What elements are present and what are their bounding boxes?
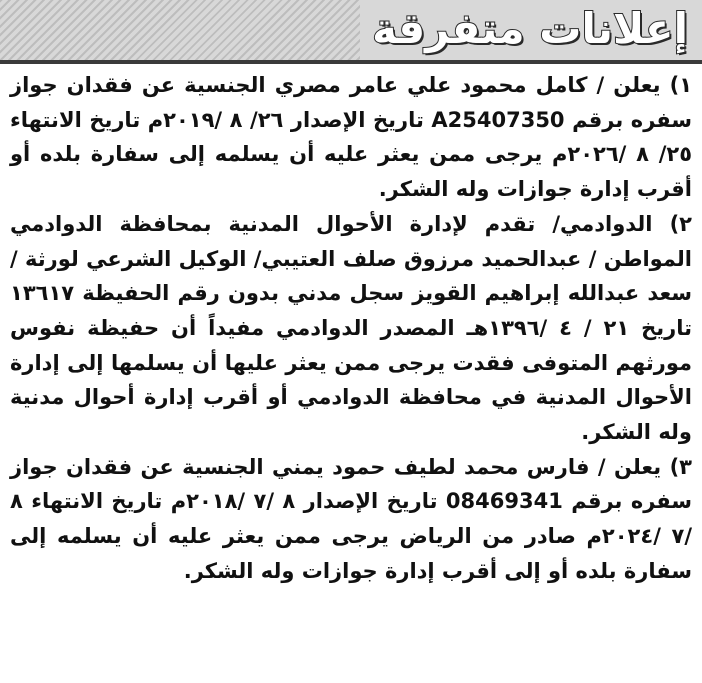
- header-stripe-pattern: [0, 0, 360, 60]
- ad-number: ٢): [669, 211, 692, 236]
- ad-number: ١): [669, 73, 693, 97]
- ad-item-1: [10, 68, 692, 207]
- ad-item-2: [10, 207, 692, 450]
- ads-list: [10, 68, 692, 679]
- ad-item-3: [10, 450, 692, 589]
- ad-text: الدوادمي/ تقدم لإدارة الأحوال المدنية بمحافظة الدوادمي المواطن / عبدالحميد مرزوق صلف العتيبي/ الوكيل الشرعي لورثة / سعد عبدالله إبراهيم القويز سجل مدني بدون رقم الحفيظة ١٣٦١٧ تاريخ ٢١ / ٤ /١٣٩٦هـ المصدر الدوادمي مفيداً أن حفيظة نفوس مورثهم المتوفى فقدت يرجى ممن يعثر عليها أن يسلمها إلى إدارة الأحوال المدنية في محافظة الدوادمي أو أقرب إدارة أحوال مدنية وله الشكر.: [10, 211, 693, 445]
- section-header: [0, 0, 702, 64]
- ad-text: يعلن / كامل محمود علي عامر مصري الجنسية عن فقدان جواز سفره برقم A25407350 تاريخ الإصدار ٢٦/ ٨ /٢٠١٩م تاريخ الانتهاء ٢٥/ ٨ /٢٠٢٦م يرجى ممن يعثر عليه أن يسلمه إلى سفارة بلده أو أقرب إدارة جوازات وله الشكر.: [10, 73, 693, 202]
- section-title: إعلانات متفرقة: [372, 4, 688, 53]
- ad-number: ٣): [669, 454, 692, 479]
- ad-text: يعلن / فارس محمد لطيف حمود يمني الجنسية عن فقدان جواز سفره برقم 08469341 تاريخ الإصدار ٨ /٧ /٢٠١٨م تاريخ الانتهاء ٨ /٧ /٢٠٢٤م صادر من الرياض يرجى ممن يعثر عليه أن يسلمه إلى سفارة بلده أو إلى أقرب إدارة جوازات وله الشكر.: [10, 454, 693, 583]
